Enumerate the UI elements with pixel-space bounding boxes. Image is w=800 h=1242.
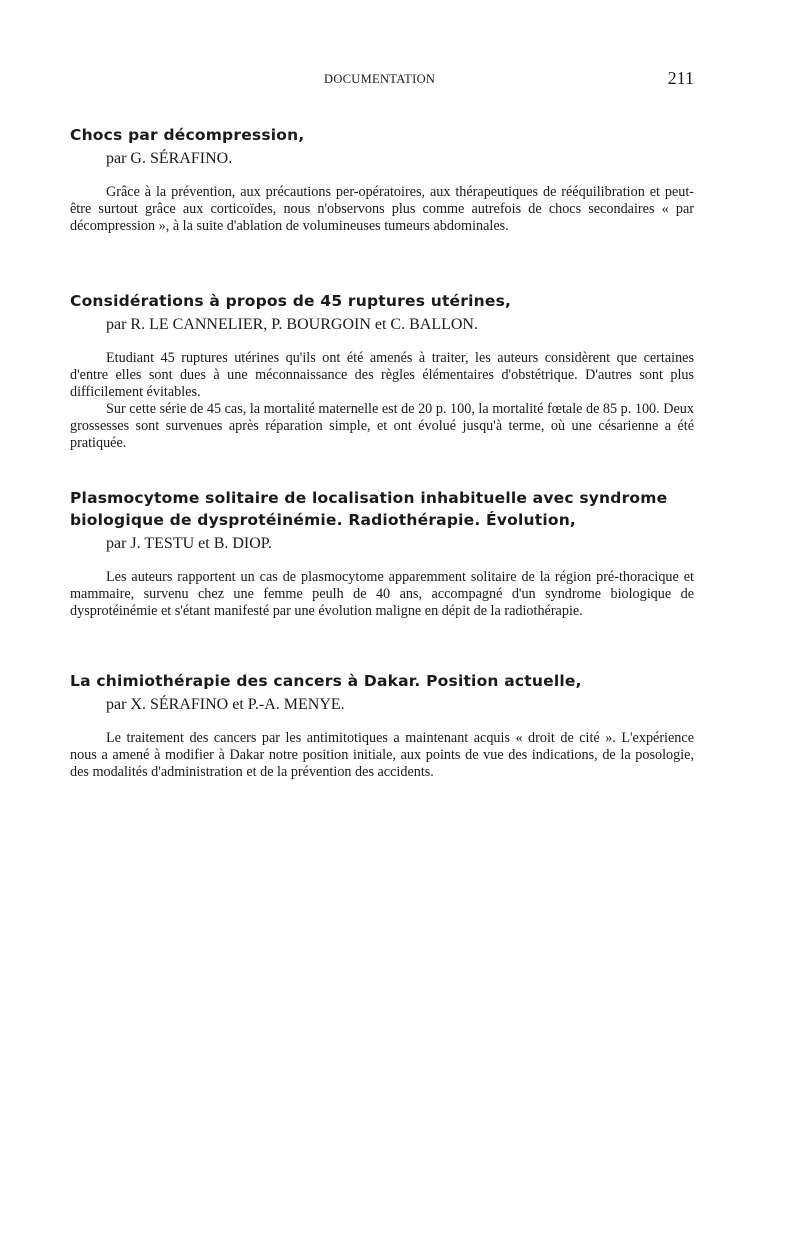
article-abstract	[70, 569, 694, 620]
abstract-paragraph: Sur cette série de 45 cas, la mortalité maternelle est de 20 p. 100, la mortalité fœtale de 85 p. 100. Deux grossesses sont survenues après réparation simple, et ont évolué jusqu'à terme, où une césarienne a été pratiquée.	[70, 401, 694, 451]
abstract-paragraph: Le traitement des cancers par les antimitotiques a maintenant acquis « droit de cité ». L'expérience nous a amené à modifier à Dakar notre position initiale, aux points de vue des indications, de la posologie, des modalités d'administration et de la prévention des accidents.	[70, 730, 694, 780]
article-abstract	[70, 350, 694, 452]
article-plasmocytome	[70, 487, 694, 620]
article-byline: par X. SÉRAFINO et P.-A. MENYE.	[106, 696, 345, 713]
article-byline: par J. TESTU et B. DIOP.	[106, 535, 272, 552]
article-title: Considérations à propos de 45 ruptures utérines,	[70, 292, 512, 310]
article-chocs-decompression	[70, 124, 694, 235]
page-number: 211	[667, 68, 694, 88]
abstract-paragraph: Grâce à la prévention, aux précautions per-opératoires, aux thérapeutiques de rééquilibration et peut-être surtout grâce aux corticoïdes, nous n'observons plus comme autrefois de chocs secondaires « par décompression », à la suite d'ablation de volumineuses tumeurs abdominales.	[70, 184, 694, 234]
article-title: La chimiothérapie des cancers à Dakar. Position actuelle,	[70, 672, 582, 690]
abstract-paragraph: Les auteurs rapportent un cas de plasmocytome apparemment solitaire de la région pré-thoracique et mammaire, survenu chez une femme peulh de 40 ans, accompagné d'un syndrome biologique de dysprotéinémie et s'étant manifesté par une évolution maligne en dépit de la radiothérapie.	[70, 569, 694, 619]
article-title: Chocs par décompression,	[70, 126, 305, 144]
article-abstract	[70, 184, 694, 235]
article-byline: par R. LE CANNELIER, P. BOURGOIN et C. BALLON.	[106, 316, 478, 333]
running-header	[70, 68, 694, 92]
article-abstract	[70, 730, 694, 781]
running-header-title: DOCUMENTATION	[324, 72, 436, 86]
article-byline: par G. SÉRAFINO.	[106, 150, 233, 167]
article-ruptures-uterines	[70, 290, 694, 452]
article-chimiotherapie-dakar	[70, 670, 694, 781]
abstract-paragraph: Etudiant 45 ruptures utérines qu'ils ont été amenés à traiter, les auteurs considèrent que certaines d'entre elles sont dues à une méconnaissance des règles élémentaires d'obstétrique. D'autres sont plus difficilement évitables.	[70, 350, 694, 400]
article-title: Plasmocytome solitaire de localisation inhabituelle avec syndrome biologique de dysprotéinémie. Radiothérapie. Évolution,	[70, 489, 668, 529]
